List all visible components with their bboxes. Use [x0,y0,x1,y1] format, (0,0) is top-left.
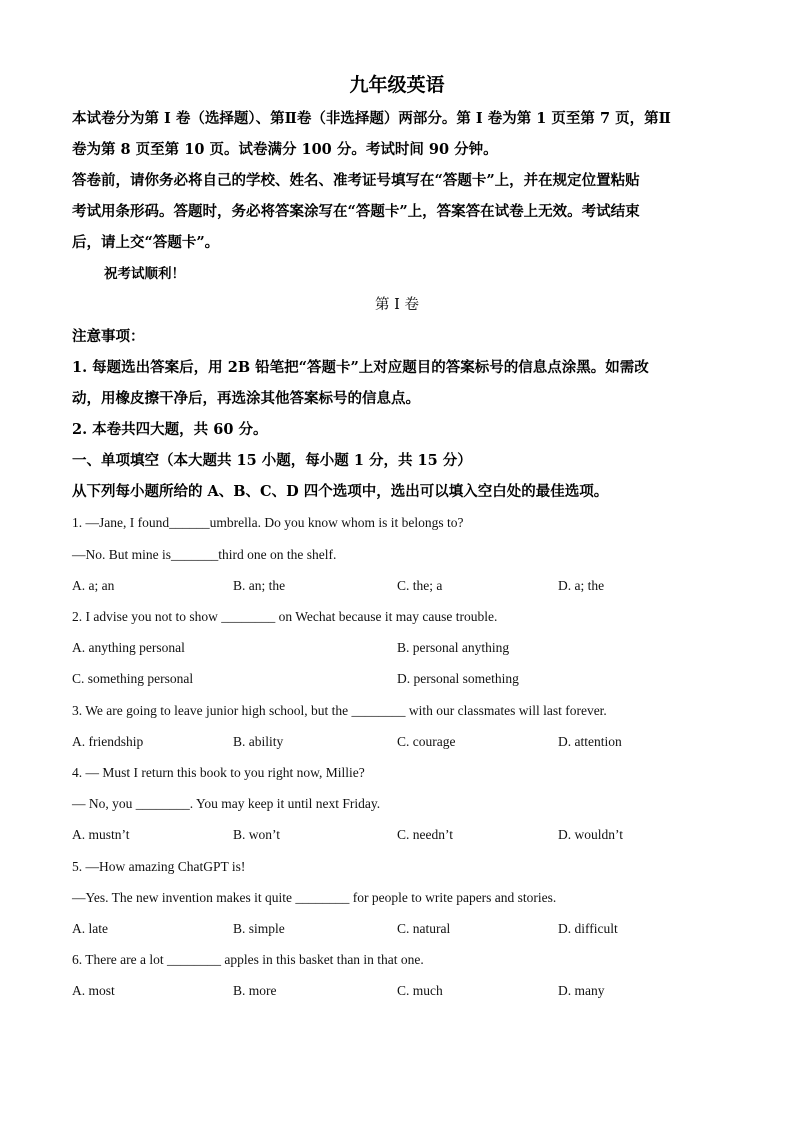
question-4-option-d[interactable]: D. wouldn’t [558,827,624,842]
note-1-line-1: 1. 每题选出答案后，用 2B 铅笔把“答题卡”上对应题目的答案标号的信息点涂黑。如需改 [72,359,649,376]
good-luck-wish: 祝考试顺利！ [104,266,185,282]
question-6-option-c[interactable]: C. much [397,983,443,998]
question-3-option-c[interactable]: C. courage [397,734,456,749]
intro-line-1: 本试卷分为第 I 卷（选择题）、第Ⅱ卷（非选择题）两部分。第 I 卷为第 1 页至第 7 页，第Ⅱ [72,110,671,127]
question-2-option-d[interactable]: D. personal something [397,671,519,686]
question-5-option-c[interactable]: C. natural [397,921,451,936]
part-1-instruction: 从下列每小题所给的 A、B、C、D 四个选项中，选出可以填入空白处的最佳选项。 [72,483,609,500]
question-4-option-a[interactable]: A. mustn’t [72,827,130,842]
question-3-option-b[interactable]: B. ability [233,734,284,749]
notes-heading: 注意事项： [72,328,145,345]
question-4-option-c[interactable]: C. needn’t [397,827,453,842]
question-2-option-a[interactable]: A. anything personal [72,640,185,655]
intro-line-4: 考试用条形码。答题时，务必将答案涂写在“答题卡”上，答案答在试卷上无效。考试结束 [72,203,640,220]
note-1-line-2: 动，用橡皮擦干净后，再选涂其他答案标号的信息点。 [72,390,420,407]
question-4-option-b[interactable]: B. won’t [233,827,281,842]
question-4-line-2: — No, you ________. You may keep it until next Friday. [72,796,381,811]
note-2: 2. 本卷共四大题，共 60 分。 [72,421,268,438]
question-5-line-2: —Yes. The new invention makes it quite ________ for people to write papers and stories. [72,890,557,905]
question-6-option-b[interactable]: B. more [233,983,277,998]
question-3-line-1: 3. We are going to leave junior high school, but the ________ with our classmates will last forever. [72,703,607,718]
question-1-option-b[interactable]: B. an; the [233,578,286,593]
question-5-option-d[interactable]: D. difficult [558,921,618,936]
question-2-option-b[interactable]: B. personal anything [397,640,510,655]
question-1-line-1: 1. —Jane, I found______umbrella. Do you know whom is it belongs to? [72,515,464,530]
intro-line-5: 后，请上交“答题卡”。 [72,234,220,251]
page-title: 九年级英语 [349,74,445,96]
question-1-option-d[interactable]: D. a; the [558,578,605,593]
part-1-heading: 一、单项填空（本大题共 15 小题，每小题 1 分，共 15 分） [72,452,472,469]
question-5-option-b[interactable]: B. simple [233,921,285,936]
question-2-option-c[interactable]: C. something personal [72,671,194,686]
question-5-option-a[interactable]: A. late [72,921,108,936]
intro-line-2: 卷为第 8 页至第 10 页。试卷满分 100 分。考试时间 90 分钟。 [72,141,498,158]
question-3-option-a[interactable]: A. friendship [72,734,144,749]
intro-line-3: 答卷前，请你务必将自己的学校、姓名、准考证号填写在“答题卡”上，并在规定位置粘贴 [72,172,640,189]
question-6-option-d[interactable]: D. many [558,983,605,998]
question-6-line-1: 6. There are a lot ________ apples in this basket than in that one. [72,952,424,967]
question-1-option-a[interactable]: A. a; an [72,578,115,593]
section-title: 第 I 卷 [375,297,419,313]
question-4-line-1: 4. — Must I return this book to you right now, Millie? [72,765,365,780]
question-5-line-1: 5. —How amazing ChatGPT is! [72,859,246,874]
question-2-line-1: 2. I advise you not to show ________ on Wechat because it may cause trouble. [72,609,498,624]
question-6-option-a[interactable]: A. most [72,983,115,998]
question-1-option-c[interactable]: C. the; a [397,578,443,593]
question-1-line-2: —No. But mine is_______third one on the shelf. [72,547,337,562]
question-3-option-d[interactable]: D. attention [558,734,622,749]
